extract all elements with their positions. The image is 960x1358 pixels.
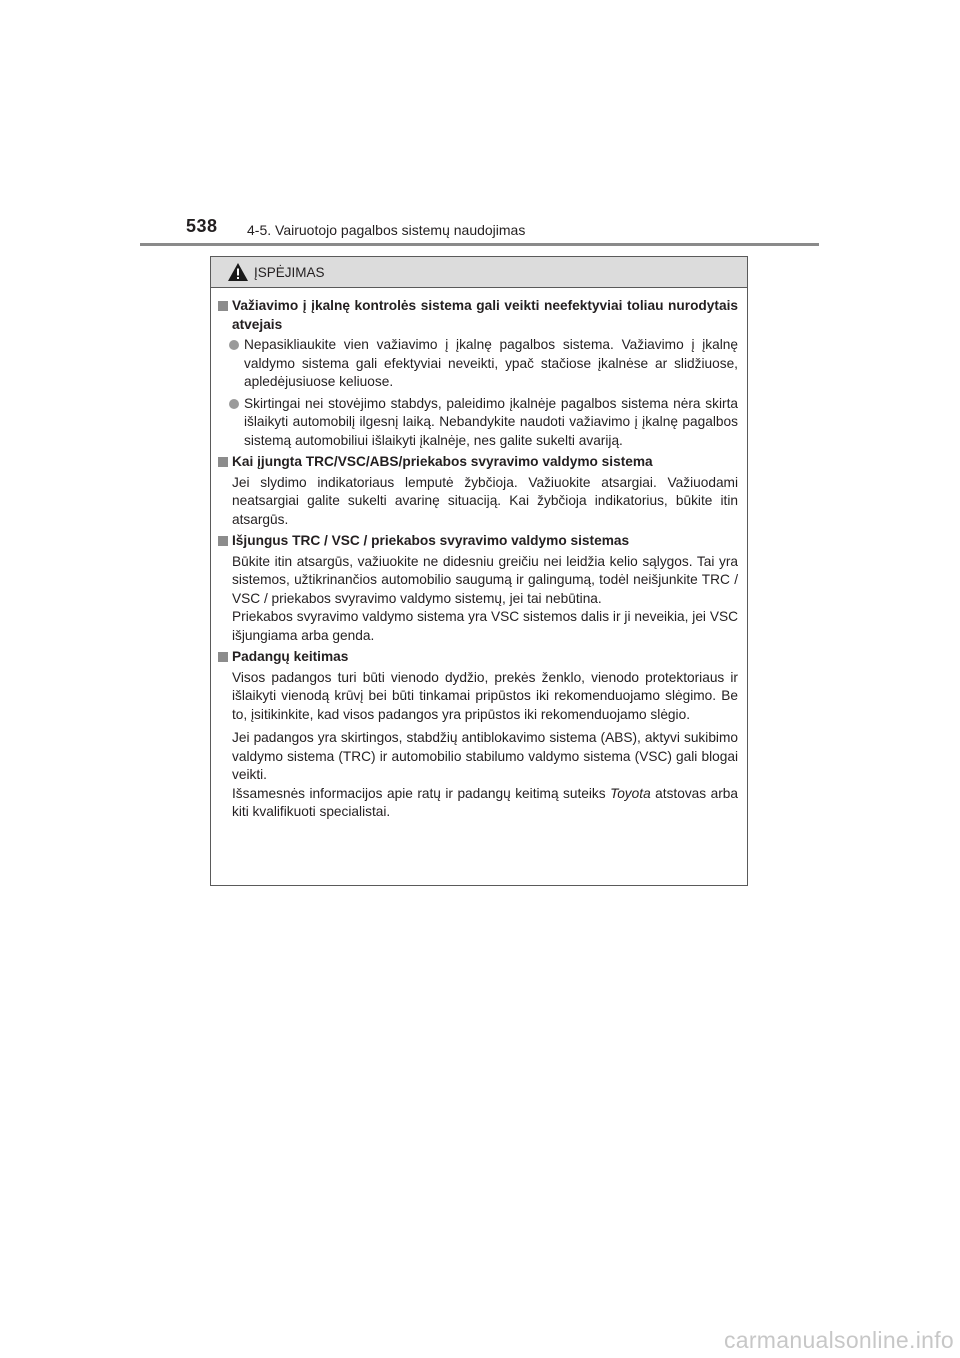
paragraph-text: Išsamesnės informacijos apie ratų ir padangų keitimą suteiks	[232, 785, 611, 801]
header-rule	[140, 243, 819, 246]
bullet-text: Skirtingai nei stovėjimo stabdys, paleidimo įkalnėje pagalbos sistema nėra skirta išlaikyti automobilį ilgesnį laiką. Nebandykite naudoti važiavimo į įkalnę pagalbos sistemą automobiliui išlaikyti įkalnėje, nes galite sukelti avariją.	[244, 395, 738, 448]
bullet-item	[229, 336, 738, 392]
section-heading	[218, 297, 738, 334]
section-heading	[218, 453, 738, 472]
paragraph	[232, 785, 738, 822]
warning-box	[210, 256, 748, 886]
square-bullet-icon	[218, 652, 228, 662]
page-number: 538	[186, 216, 218, 236]
square-bullet-icon	[218, 457, 228, 467]
paragraph: Būkite itin atsargūs, važiuokite ne didesniu greičiu nei leidžia kelio sąlygos. Tai yra sistemos, užtikrinančios automobilio saugumą ir galingumą, todėl neišjunkite TRC / VSC / priekabos svyravimo valdymo sistemų, jei tai nebūtina.	[232, 553, 738, 606]
paragraph-text: atstovas arba kiti kvalifikuoti specialistai.	[232, 785, 738, 819]
paragraph: Jei slydimo indikatoriaus lemputė žybčioja. Važiuokite atsargiai. Važiuodami neatsargiai galite sukelti avarinę situaciją. Kai žybčioja indikatorius, būkite itin atsargūs.	[232, 474, 738, 527]
bullet-item	[229, 395, 738, 451]
brand-name: Toyota	[610, 785, 651, 801]
paragraph: Visos padangos turi būti vienodo dydžio, prekės ženklo, vienodo protektoriaus ir išlaikyti vienodą krūvį bei būti tinkamai pripūstos iki rekomenduojamo slėgimo. Be to, įsitikinkite, kad visos padangos yra pripūstos iki rekomenduojamo slėgio.	[232, 669, 738, 722]
warning-title: ĮSPĖJIMAS	[254, 264, 325, 280]
heading-text: Kai įjungta TRC/VSC/ABS/priekabos svyravimo valdymo sistema	[232, 454, 653, 469]
paragraph: Priekabos svyravimo valdymo sistema yra VSC sistemos dalis ir ji neveikia, jei VSC išjungiama arba genda.	[232, 609, 738, 643]
section-heading	[218, 532, 738, 551]
warning-body	[211, 288, 747, 822]
square-bullet-icon	[218, 536, 228, 546]
heading-text: Važiavimo į įkalnę kontrolės sistema gali veikti neefektyviai toliau nurodytais atvejais	[232, 298, 738, 332]
warning-header	[211, 257, 747, 288]
section-heading	[218, 648, 738, 667]
heading-text: Išjungus TRC / VSC / priekabos svyravimo valdymo sistemas	[232, 533, 630, 548]
round-bullet-icon	[229, 399, 239, 409]
watermark: carmanualsonline.info	[723, 1327, 954, 1353]
paragraph: Jei padangos yra skirtingos, stabdžių antiblokavimo sistema (ABS), aktyvi sukibimo valdymo sistema (TRC) ir automobilio stabilumo valdymo sistema (VSC) gali blogai veikti.	[232, 730, 738, 782]
square-bullet-icon	[218, 301, 228, 311]
section-title: 4-5. Vairuotojo pagalbos sistemų naudojimas	[247, 222, 526, 238]
round-bullet-icon	[229, 340, 239, 350]
warning-triangle-icon	[227, 262, 249, 282]
heading-text: Padangų keitimas	[232, 649, 349, 664]
bullet-text: Nepasikliaukite vien važiavimo į įkalnę pagalbos sistema. Važiavimo į įkalnę valdymo sistema gali efektyviai neveikti, ypač stačiose įkalnėse ar slidžiuose, apledėjusiuose keliuose.	[244, 337, 738, 389]
